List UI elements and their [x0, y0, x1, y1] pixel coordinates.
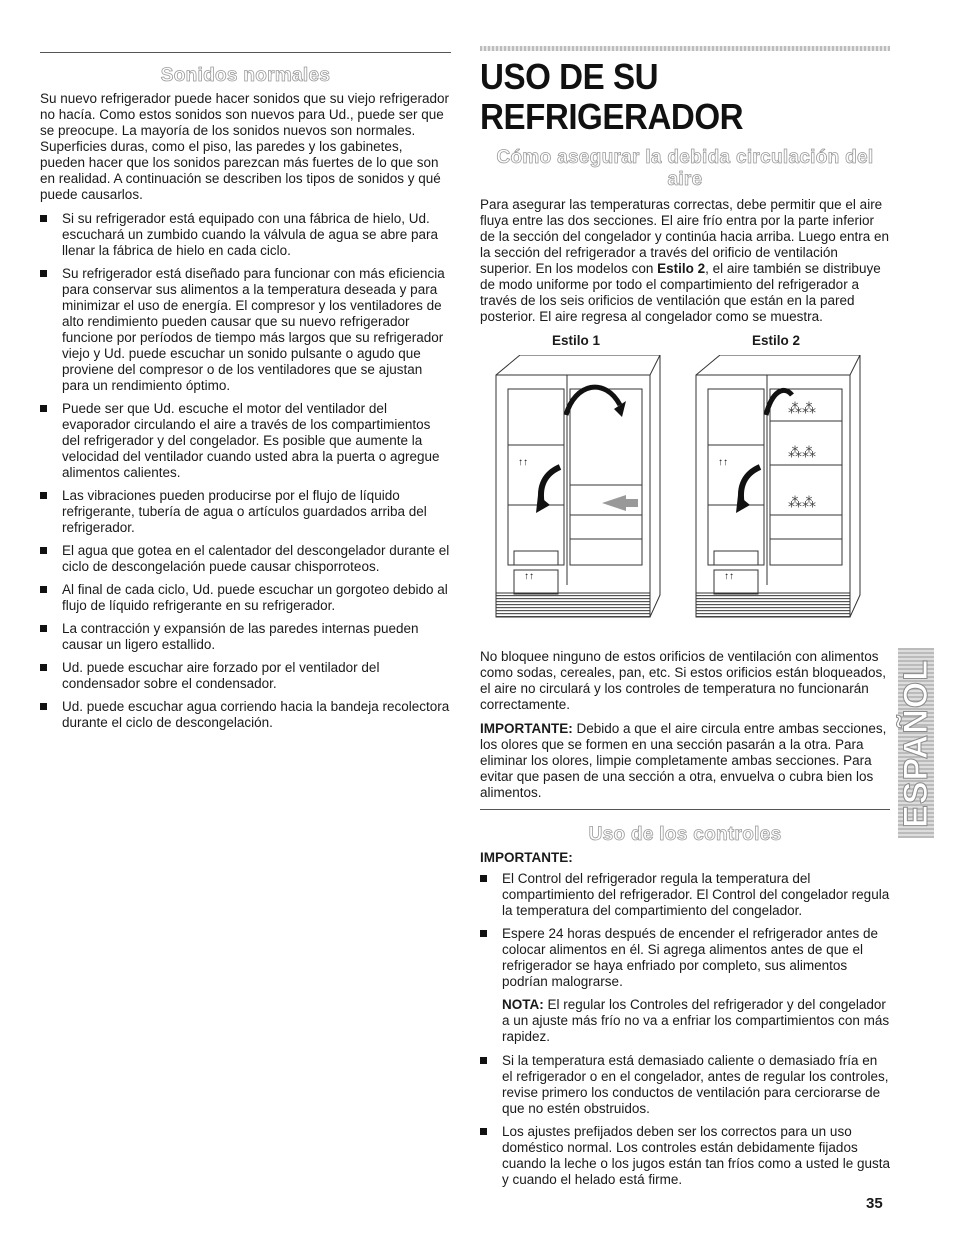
- list-item: El Control del refrigerador regula la temperatura del compartimiento del refrigerador. El Control del congelador regula la temperatura del compartimiento del congelador.: [480, 871, 890, 919]
- controls-heading: Uso de los controles: [588, 824, 782, 845]
- left-column: [40, 52, 451, 738]
- svg-text:↑↑: ↑↑: [724, 571, 734, 582]
- square-bullet-icon: [40, 664, 47, 671]
- airflow-heading: Cómo asegurar la debida circulación del aire: [496, 147, 874, 190]
- square-bullet-icon: [480, 1057, 487, 1064]
- square-bullet-icon: [480, 930, 487, 937]
- square-bullet-icon: [40, 215, 47, 222]
- controls-list-2: [480, 1053, 890, 1188]
- svg-text:⁂⁂: ⁂⁂: [788, 494, 816, 510]
- airflow-figure: [480, 355, 890, 639]
- language-side-tab: ESPAÑOL: [898, 648, 934, 838]
- svg-text:↑↑: ↑↑: [518, 457, 528, 468]
- svg-text:↑↑: ↑↑: [718, 457, 728, 468]
- right-column: [480, 46, 890, 1195]
- figure-captions: [480, 333, 890, 355]
- square-bullet-icon: [40, 405, 47, 412]
- square-bullet-icon: [480, 1128, 487, 1135]
- airflow-paragraph-3: IMPORTANTE: Debido a que el aire circula entre ambas secciones, los olores que se formen en una sección pasarán a la otra. Para eliminar los olores, limpie completamente ambas secciones. Para evitar que pasen de una sección a otra, envuelva o cubra bien los alimentos.: [480, 721, 887, 800]
- svg-text:↑↑: ↑↑: [524, 571, 534, 582]
- sonidos-heading: Sonidos normales: [160, 65, 331, 86]
- list-item: Si su refrigerador está equipado con una fábrica de hielo, Ud. escuchará un zumbido cuando la válvula de agua se abre para llenar la fábrica de hielo en cada ciclo.: [40, 211, 451, 259]
- svg-text:⁂⁂: ⁂⁂: [788, 444, 816, 460]
- caption-estilo-1: Estilo 1: [552, 333, 601, 348]
- list-item: Los ajustes prefijados deben ser los correctos para un uso doméstico normal. Los controles están debidamente fijados cuando la leche o los jugos están tan fríos como a usted le gusta y cuando el helado está firme.: [480, 1124, 890, 1188]
- list-item: Ud. puede escuchar aire forzado por el ventilador del condensador sobre el condensador.: [40, 660, 451, 692]
- section-rule: [40, 52, 451, 53]
- list-item: Las vibraciones pueden producirse por el flujo de líquido refrigerante, tubería de agua o artículos guardados arriba del refrigerador.: [40, 488, 451, 536]
- square-bullet-icon: [40, 703, 47, 710]
- square-bullet-icon: [40, 492, 47, 499]
- square-bullet-icon: [40, 625, 47, 632]
- list-item: Ud. puede escuchar agua corriendo hacia la bandeja recolectora durante el ciclo de descongelación.: [40, 699, 451, 731]
- fridge-style-2: [696, 355, 860, 617]
- nota-paragraph: NOTA: El regular los Controles del refrigerador y del congelador a un ajuste más frío no va a enfriar los compartimientos con más rapidez.: [502, 997, 890, 1044]
- list-item: Al final de cada ciclo, Ud. puede escuchar un gorgoteo debido al flujo de líquido refrigerante en su refrigerador.: [40, 582, 451, 614]
- title-rule: [480, 46, 890, 51]
- airflow-diagram: [480, 355, 890, 639]
- sonidos-intro: Su nuevo refrigerador puede hacer sonidos que su viejo refrigerador no hacía. Como estos sonidos son nuevos para Ud., puede ser que se preocupe. La mayoría de los sonidos nuevos son normales. Superficies duras, como el piso, las paredes y los gabinetes, pueden hacer que los sonidos parezcan más fuertes de lo que son en realidad. A continuación se describen los tipos de sonidos y qué puede causarlos.: [40, 91, 450, 202]
- list-item: Puede ser que Ud. escuche el motor del ventilador del evaporador circulando el aire a través de los compartimientos del refrigerador y del congelador. Es posible que aumente la velocidad del ventilador cuando usted abra la puerta o agregue alimentos calientes.: [40, 401, 451, 481]
- list-item: Espere 24 horas después de encender el refrigerador antes de colocar alimentos en él. Si agrega alimentos antes de que el refrigerador se haya enfriado por completo, sus alimentos podrían malograrse.: [480, 926, 890, 990]
- svg-text:⁂⁂: ⁂⁂: [788, 400, 816, 416]
- list-item: La contracción y expansión de las paredes internas pueden causar un ligero estallido.: [40, 621, 451, 653]
- square-bullet-icon: [480, 875, 487, 882]
- square-bullet-icon: [40, 547, 47, 554]
- list-item: Su refrigerador está diseñado para funcionar con más eficiencia para conservar sus alimentos a la temperatura deseada y para minimizar el uso de energía. El compresor y los ventiladores de alto rendimiento pueden causar que su nuevo refrigerador funcione por períodos de tiempo más largos que su refrigerador viejo y Ud. puede escuchar un sonido pulsante o agudo que proviene del compresor o de los ventiladores que se ajustan para un rendimiento óptimo.: [40, 266, 451, 394]
- square-bullet-icon: [40, 586, 47, 593]
- airflow-paragraph-2: No bloquee ninguno de estos orificios de ventilación con alimentos como sodas, cereales, pan, etc. Si estos orificios están bloqueados, el aire no circulará y los controles de temperatura no funcionarán correctamente.: [480, 649, 886, 712]
- square-bullet-icon: [40, 270, 47, 277]
- airflow-paragraph-1: Para asegurar las temperaturas correctas, debe permitir que el aire fluya entre las dos secciones. El aire frío entra por la parte inferior de la sección del congelador y continúa hacia arriba. Luego entra en la sección del refrigerador a través del orificio de ventilación superior. En los modelos con Estilo 2, el aire también se distribuye de modo uniforme por todo el compartimiento del refrigerador a través de los seis orificios de ventilación que están en la pared posterior. El aire regresa al congelador como se muestra.: [480, 197, 890, 324]
- caption-estilo-2: Estilo 2: [752, 333, 801, 348]
- section-rule: [480, 809, 890, 810]
- sonidos-list: [40, 211, 451, 731]
- list-item: El agua que gotea en el calentador del descongelador durante el ciclo de descongelación puede causar chisporroteos.: [40, 543, 451, 575]
- page-number: 35: [866, 1195, 883, 1212]
- list-item: Si la temperatura está demasiado caliente o demasiado fría en el refrigerador o en el congelador, antes de regular los controles, revise primero los conductos de ventilación para cerciorarse de que no estén obstruidos.: [480, 1053, 890, 1117]
- fridge-style-1: [496, 355, 660, 617]
- controls-list: [480, 871, 890, 990]
- controls-important-label: IMPORTANTE:: [480, 850, 573, 865]
- page-title: USO DE SU REFRIGERADOR: [480, 56, 744, 137]
